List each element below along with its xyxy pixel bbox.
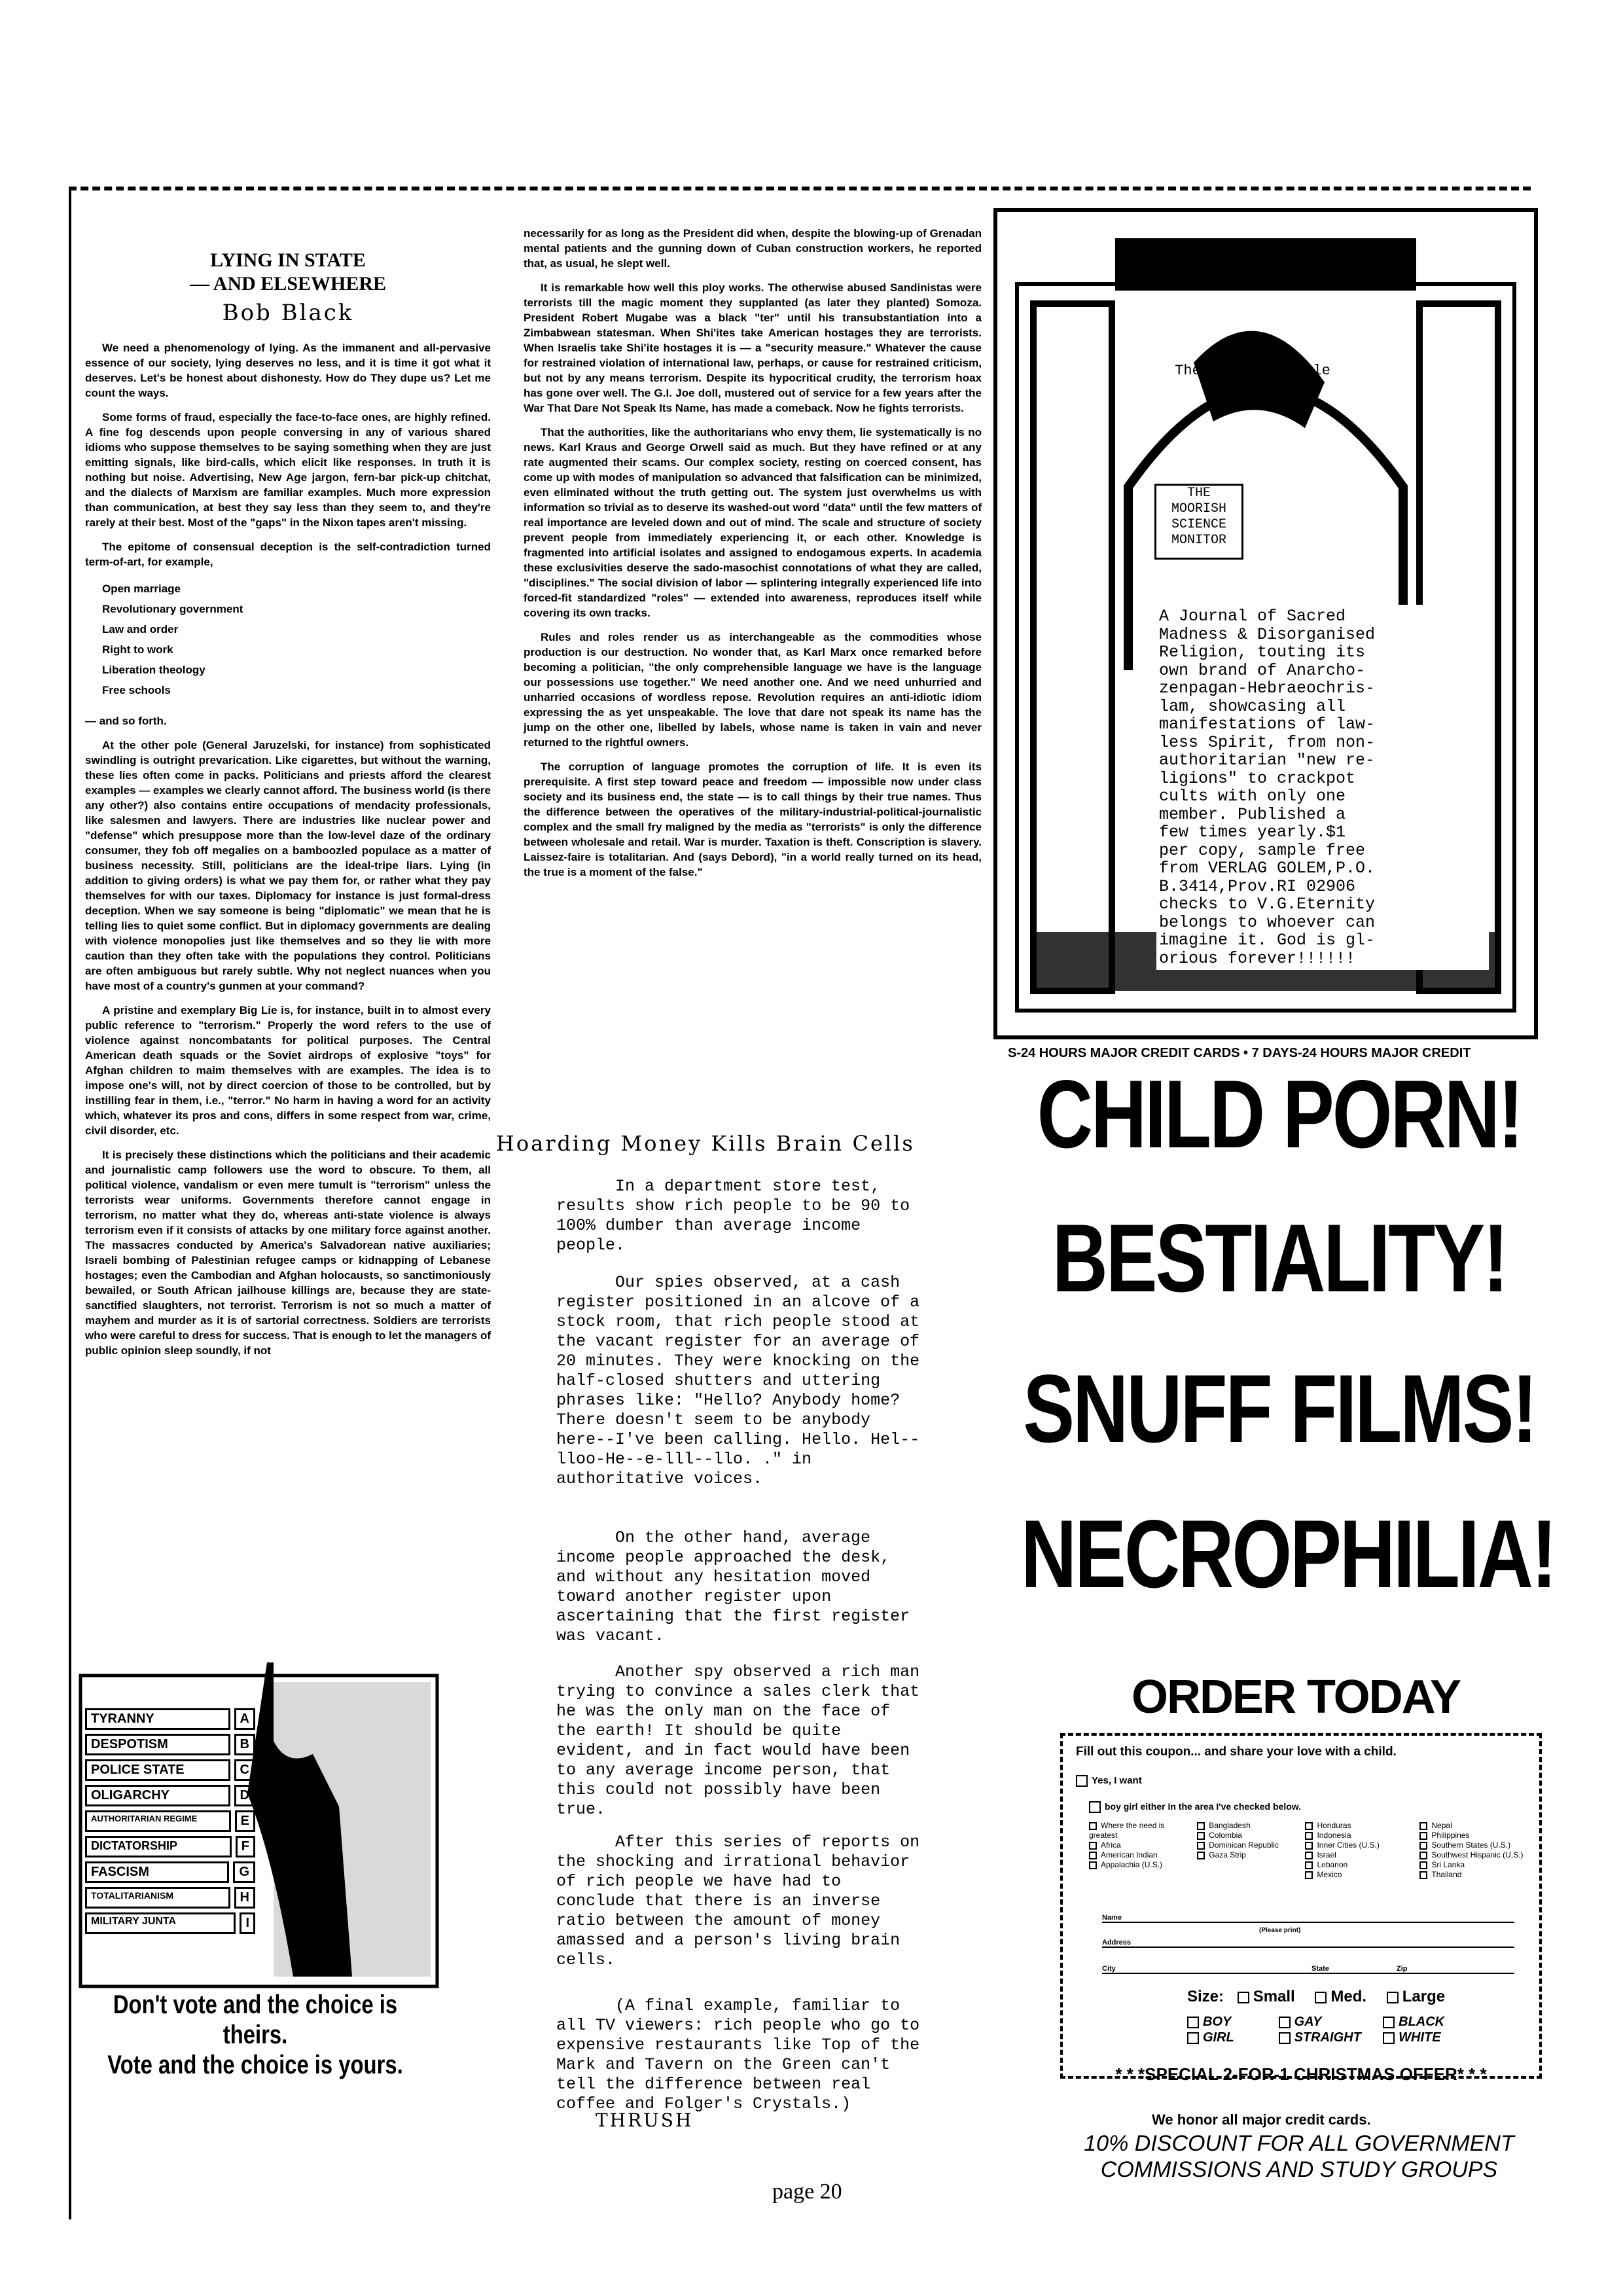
ballot-option[interactable]: [85, 1861, 255, 1883]
orientation-option: BLACK: [1399, 2015, 1445, 2029]
coupon-intro: Fill out this coupon... and share your love with a child.: [1076, 1745, 1397, 1759]
ballot-letter: F: [236, 1836, 255, 1857]
size-option: Large: [1402, 1988, 1446, 2005]
paragraph: The epitome of consensual deception is the self-contradiction turned term-of-art, for example,: [85, 541, 491, 568]
article-title: [85, 249, 491, 296]
name-label: Name: [1102, 1914, 1122, 1922]
region-option[interactable]: Mexico: [1305, 1870, 1406, 1880]
discount-notice: [1047, 2130, 1551, 2183]
ballot-label: POLICE STATE: [85, 1759, 230, 1781]
ad-line: A Journal of Sacred: [1159, 607, 1346, 626]
region-option[interactable]: American Indian: [1089, 1850, 1184, 1860]
order-coupon: [1060, 1733, 1542, 2084]
region-option[interactable]: Colombia: [1197, 1831, 1292, 1840]
region-column: [1419, 1821, 1527, 1880]
city-label: City: [1102, 1965, 1116, 1973]
size-checkbox[interactable]: [1315, 1992, 1327, 2003]
hours-banner: S-24 HOURS MAJOR CREDIT CARDS • 7 DAYS-24 HOURS MAJOR CREDIT: [1008, 1046, 1471, 1060]
ad-line: member. Published a: [1159, 804, 1346, 824]
zip-label: Zip: [1397, 1965, 1408, 1973]
address-label: Address: [1102, 1939, 1132, 1946]
size-row: [1187, 1988, 1445, 2006]
ad-line: lam, showcasing all: [1159, 696, 1346, 716]
region-option[interactable]: Dominican Republic: [1197, 1840, 1292, 1850]
region-option[interactable]: Southern States (U.S.): [1419, 1840, 1527, 1850]
address-field[interactable]: [1102, 1939, 1514, 1948]
size-label: Size:: [1187, 1988, 1224, 2005]
ballot-options: [85, 1708, 255, 1938]
plaque-line: THE: [1186, 486, 1211, 501]
ad-line: authoritarian "new re-: [1159, 751, 1376, 770]
hoarding-para: [556, 1996, 923, 2114]
ad-line: ligions" to crackpot: [1159, 768, 1356, 788]
size-option: Med.: [1330, 1988, 1367, 2005]
ad-line: checks to V.G.Eternity: [1159, 895, 1376, 914]
orientation-option: BOY: [1203, 2015, 1232, 2029]
yes-row: [1076, 1775, 1142, 1787]
paragraph: The corruption of language promotes the corruption of life. It is even its prerequisite. A first step toward peace and freedom — impossible now under class society and its business end, the state — is to call things by their true names. Thus the difference between the operatives of the military-industrial-political-journalistic complex and the small fry maligned by the media as "terrorists" is only the difference between wholesale and retail. War is murder. Taxation is theft. Conscription is slavery. Laissez-faire is totalitarian. And (says Debord), "in a world really turned on its head, the true is a moment of the false.": [524, 761, 982, 878]
paragraph: necessarily for as long as the President did when, despite the blowing-up of Grenadan mental patients and the gunning down of Cuban construction workers, he reported that, as usual, he slept well.: [524, 227, 982, 270]
list-item: Liberation theology: [102, 664, 205, 676]
orientation-checkbox[interactable]: [1279, 2032, 1291, 2044]
ad-line: cults with only one: [1159, 787, 1346, 806]
state-label: State: [1311, 1965, 1329, 1973]
plaque-line: MONITOR: [1171, 533, 1226, 548]
region-option[interactable]: Indonesia: [1305, 1831, 1406, 1840]
region-option[interactable]: Philippines: [1419, 1831, 1527, 1840]
region-option[interactable]: Appalachia (U.S.): [1089, 1860, 1184, 1870]
ballot-option[interactable]: [85, 1887, 255, 1909]
ballot-cartoon: [77, 1662, 444, 1990]
list-item: Revolutionary government: [102, 603, 243, 615]
ballot-label: AUTHORITARIAN REGIME: [85, 1810, 231, 1832]
list-item: Free schools: [102, 684, 171, 696]
paragraph: We need a phenomenology of lying. As the immanent and all-pervasive essence of our society, lying deserves no less, and it is time it got what it deserves. Let's be honest about dishonesty. How do They dupe us? Let me count the ways.: [85, 342, 491, 399]
orientation-grid: [1187, 2014, 1444, 2045]
region-option[interactable]: Honduras: [1305, 1821, 1406, 1831]
gender-label: boy girl either In the area I've checked below.: [1105, 1801, 1302, 1812]
orientation-checkbox[interactable]: [1383, 2017, 1395, 2028]
ballot-letter: B: [234, 1734, 255, 1755]
city-field[interactable]: [1102, 1965, 1514, 1974]
paragraph: It is precisely these distinctions which the politicians and their academic and journalistic camp followers use the word to obscure. To them, all political violence, vandalism or even mere tumult is "terrorism" unless the terrorists wear uniforms. Governments therefore cannot engage in terrorism, no matter what they do, whereas anti-state violence is always terrorism even if it consists of attacks by one military force against another. The massacres conducted by America's Salvadorean native auxiliaries; Israeli bombing of Palestinian refugee camps or kidnapping of Lebanese hostages; even the Cambodian and Afghan holocausts, so sanctimoniously bewailed, or South African jailhouse killings are, because they are state-sanctified slaughters, not terrorist. Terrorism is not so much a matter of mayhem and murder as it is of sartorial correctness. Soldiers are terrorists who were careful to dress for success. That is enough to let the managers of public opinion sleep soundly, if not: [85, 1149, 491, 1357]
article-author: Bob Black: [222, 300, 354, 326]
region-option[interactable]: Southwest Hispanic (U.S.): [1419, 1850, 1527, 1860]
yes-checkbox[interactable]: [1076, 1775, 1088, 1787]
yes-label: Yes, I want: [1092, 1775, 1142, 1786]
ballot-option[interactable]: [85, 1759, 255, 1781]
ballot-option[interactable]: [85, 1836, 255, 1857]
orientation-option: WHITE: [1399, 2030, 1441, 2045]
ballot-label: TYRANNY: [85, 1708, 230, 1730]
temple-sign: The Moorish Temple: [1175, 363, 1330, 379]
ad-line: Madness & Disorganised: [1159, 624, 1376, 644]
title-line-1: LYING IN STATE: [210, 249, 366, 271]
orientation-checkbox[interactable]: [1187, 2017, 1199, 2028]
signature: THRUSH: [596, 2109, 694, 2131]
order-today: ORDER TODAY: [1131, 1671, 1461, 1723]
hoarding-para: [556, 1528, 923, 1646]
gender-row: [1089, 1801, 1301, 1813]
credit-card-notice: We honor all major credit cards.: [1152, 2111, 1371, 2128]
paragraph: After this series of reports on the shocking and irrational behavior of rich people we have had to conclude that there is an inverse ratio between the amount of money amassed and a person's living brain cells.: [556, 1833, 920, 1969]
list-item: Open marriage: [102, 583, 181, 595]
paragraph: On the other hand, average income people approached the desk, and without any hesitation moved toward another register upon ascertaining that the first register was vacant.: [556, 1528, 910, 1645]
paragraph: (A final example, familiar to all TV viewers: rich people who go to expensive restaurants like Top of the Mark and Tavern on the Green can't tell the difference between real coffee and Folger's Crystals.): [556, 1996, 920, 2113]
plaque-line: SCIENCE: [1171, 517, 1226, 532]
region-column: [1089, 1821, 1184, 1880]
ballot-label: TOTALITARIANISM: [85, 1887, 230, 1909]
ballot-label: DESPOTISM: [85, 1734, 230, 1755]
ad-line: own brand of Anarcho-: [1159, 660, 1366, 680]
region-option[interactable]: Sri Lanka: [1419, 1860, 1527, 1870]
ad-line: belongs to whoever can: [1159, 912, 1376, 932]
ballot-label: MILITARY JUNTA: [85, 1912, 236, 1934]
ballot-slogan: [89, 1990, 421, 2080]
size-checkbox[interactable]: [1387, 1992, 1399, 2003]
hoarding-title: Hoarding Money Kills Brain Cells: [496, 1131, 915, 1156]
orientation-option: GIRL: [1203, 2030, 1234, 2045]
ad-line: from VERLAG GOLEM,P.O.: [1159, 859, 1376, 878]
paragraph: That the authorities, like the authoritarians who envy them, lie systematically is no news. Karl Kraus and George Orwell said as much. But they have refined or at any rate augmented their scams. Our complex society, resting on coerced consent, has come up with modes of manipulation so advanced that falsification can be minimized, even eliminated without the truth getting out. The system just overwhelms us with information so trivial as to deserve its washed-out word "data" until the few matters of real importance are leveled down and out of mind. The scale and structure of society prevent people from immediately experiencing it, or each other. Knowledge is fragmented into artificial isolates and assigned to endogamous experts. In academia these exclusivities deserve the sado-masochist connotations of what they are called, "disciplines." The social division of labor — splintering integrally experienced life into forced-fit standardized "roles" — extended into awareness, reproduces itself while covering its own tracks.: [524, 426, 982, 619]
region-option[interactable]: Thailand: [1419, 1870, 1527, 1880]
paragraph: Some forms of fraud, especially the face-to-face ones, are highly refined. A fine fog descends upon people conversing in any of various shared idioms who suppose themselves to be saying something when they are just emitting signals, like bird-calls, which elicit like responses. In truth it is nothing but noise. Advertising, New Age jargon, fern-bar pick-up chitchat, and the dialects of Marxism are familiar examples. Much more expression than communication, at best they say less than they seem to, and they're rarely at their best. Most of the "gaps" in the Nixon tapes aren't missing.: [85, 411, 491, 529]
region-grid: [1089, 1821, 1527, 1880]
ballot-option[interactable]: [85, 1810, 255, 1832]
ballot-label: FASCISM: [85, 1861, 229, 1883]
ballot-option[interactable]: [85, 1912, 255, 1934]
orientation-checkbox[interactable]: [1383, 2032, 1395, 2044]
ballot-label: OLIGARCHY: [85, 1785, 230, 1806]
region-option[interactable]: Israel: [1305, 1850, 1406, 1860]
orientation-option: GAY: [1294, 2015, 1322, 2029]
size-checkbox[interactable]: [1238, 1992, 1249, 2003]
ad-line: imagine it. God is gl-: [1159, 931, 1376, 950]
headline: NECROPHILIA!: [1021, 1500, 1556, 1609]
paragraph: It is remarkable how well this ploy works. The otherwise abused Sandinistas were terrorists till the magic moment they supplanted (as later they planted) Somoza. President Robert Mugabe was a black "ter" until his transubstantiation into a Zimbabwean statesman. When Shi'ites take American hostages they are terrorists. When Israelis take Shi'ite hostages it is — a "security measure." Whatever the cause for restrained violation of international law, perhaps, or cause for restrained criticism, but not by any means terrorism. Despite its hypocritical crudity, the terrorism hoax has gone over well. The G.I. Joe doll, mustered out of service for a few years after the War That Dare Not Speak Its Name, has made a comeback. Now he fights terrorists.: [524, 281, 982, 414]
paragraph: Rules and roles render us as interchangeable as the commodities whose production is our destruction. No wonder that, as Karl Marx once remarked before becoming a politician, "the only comprehensible language we have is the language our possessions use together." We need another one. And we need unhurried and unharried occasions of wordless repose. Revolution requires an anti-idiotic idiom expressing the as yet unspeakable. The love that dare not speak its name has the jump on the other one, libelled by labels, whose name is taken in vain and never returned to the rightful owners.: [524, 631, 982, 749]
region-option[interactable]: Lebanon: [1305, 1860, 1406, 1870]
size-option: Small: [1253, 1988, 1295, 2005]
region-option[interactable]: Nepal: [1419, 1821, 1527, 1831]
paragraph: At the other pole (General Jaruzelski, for instance) from sophisticated swindling is outright prevarication. Like cigarettes, but without the warning, these lies often come in packs. Politicians and priests afford the clearest examples — examples we clearly cannot afford. The business world (is there any other?) also contains entire occupations of mendacity professionals, like salesmen and lawyers. There are industries like nuclear power and "defense" which presuppose more than the low-level daze of the ordinary consumer, they fob off megalies on a bamboozled populace as a matter of business necessity. Still, politicians are the ideal-tripe liars. Lying (in addition to giving orders) is what we pay them for, or rather what they pay themselves for with our taxes. Diplomacy for instance is just formal-dress deception. When we say someone is being "diplomatic" we mean that he is telling lies to quiet some conflict. But in diplomacy governments are dealing with violence monopolies just like themselves and so they lie with more caution than they often take with the populations they control. Politicians are often ambiguous but rarely subtle. Why not neglect nuances when you have most of a country's gunmen at your command?: [85, 739, 491, 992]
special-offer: * * *SPECIAL 2-FOR-1 CHRISTMAS OFFER* * *: [1115, 2064, 1487, 2084]
ad-line: Religion, touting its: [1159, 643, 1366, 662]
headline: CHILD PORN!: [1037, 1060, 1522, 1169]
oxymoron-list: [102, 579, 491, 700]
orientation-checkbox[interactable]: [1279, 2017, 1291, 2028]
monitor-plaque: [1154, 484, 1243, 560]
ballot-option[interactable]: [85, 1785, 255, 1806]
hoarding-para: [556, 1177, 923, 1255]
ad-line: few times yearly.$1: [1159, 823, 1346, 842]
region-column: [1305, 1821, 1406, 1880]
hoarding-para: [556, 1662, 923, 1820]
hoarding-para: [556, 1273, 923, 1489]
article-column-2: [524, 226, 982, 889]
ballot-option[interactable]: [85, 1708, 255, 1730]
discount-line: 10% DISCOUNT FOR ALL GOVERNMENT: [1084, 2131, 1514, 2156]
ballot-letter: G: [233, 1861, 255, 1883]
page-number: page 20: [772, 2179, 842, 2204]
ballot-letter: H: [234, 1887, 255, 1909]
region-option[interactable]: Gaza Strip: [1197, 1850, 1292, 1860]
orientation-option: STRAIGHT: [1294, 2030, 1361, 2045]
slogan-line: Don't vote and the choice is theirs.: [113, 1990, 398, 2049]
article-column-1: [85, 249, 491, 1367]
ballot-option[interactable]: [85, 1734, 255, 1755]
list-item: Right to work: [102, 643, 173, 656]
paragraph: Our spies observed, at a cash register positioned in an alcove of a stock room, that rich people stood at the vacant register for an average of 20 minutes. They were knocking on the half-closed shutters and uttering phrases like: "Hello? Anybody home? There doesn't seem to be anybody here--I've been calling. Hello. Hel--lloo-He--e-lll--llo. ." in authoritative voices.: [556, 1273, 920, 1488]
region-option[interactable]: Africa: [1089, 1840, 1184, 1850]
ad-line: B.3414,Prov.RI 02906: [1159, 876, 1356, 896]
region-column: [1197, 1821, 1292, 1880]
title-line-2: — AND ELSEWHERE: [189, 273, 387, 295]
discount-line: COMMISSIONS AND STUDY GROUPS: [1100, 2157, 1498, 2182]
ad-description: [1156, 605, 1489, 970]
headline: BESTIALITY!: [1052, 1204, 1507, 1313]
ad-line: manifestations of law-: [1159, 715, 1376, 734]
ad-line: less Spirit, from non-: [1159, 732, 1376, 752]
ballot-letter: E: [235, 1810, 255, 1832]
moorish-science-ad: [993, 208, 1538, 1039]
name-field[interactable]: [1102, 1914, 1514, 1923]
ballot-letter: C: [234, 1759, 255, 1781]
ballot-label: DICTATORSHIP: [85, 1836, 232, 1857]
plaque-line: MOORISH: [1171, 501, 1226, 516]
ad-line: orious forever!!!!!!: [1159, 948, 1356, 968]
ad-line: zenpagan-Hebraeochris-: [1159, 679, 1376, 698]
region-option[interactable]: Inner Cities (U.S.): [1305, 1840, 1406, 1850]
slogan-line: Vote and the choice is yours.: [107, 2051, 403, 2079]
ballot-letter: A: [234, 1708, 255, 1730]
region-option[interactable]: Bangladesh: [1197, 1821, 1292, 1831]
paragraph: A pristine and exemplary Big Lie is, for instance, built in to almost every public reference to "terrorism." Properly the word refers to the use of violence against noncombatants for political purposes. The Central American death squads or the Soviet airdrops of explosive "toys" for Afghan children to maim themselves with are examples. The idea is to impose one's will, not by direct coercion of those to be controlled, but by instilling fear in them, i.e., "terror." No harm in having a word for an activity which, whatever its pros and cons, differs in some respect from war, crime, civil disorder, etc.: [85, 1004, 491, 1137]
paragraph: In a department store test, results show rich people to be 90 to 100% dumber than average income people.: [556, 1177, 910, 1255]
headline: SNUFF FILMS!: [1023, 1355, 1536, 1463]
ballot-letter: D: [234, 1785, 255, 1806]
gender-checkbox[interactable]: [1089, 1801, 1101, 1813]
paragraph: Another spy observed a rich man trying to convince a sales clerk that he was the only man on the face of the earth! It should be quite evident, and in fact would have been to any average income person, that this could not possibly have been true.: [556, 1662, 920, 1819]
ad-line: per copy, sample free: [1159, 840, 1366, 860]
list-item: Law and order: [102, 623, 179, 636]
region-option[interactable]: Where the need is greatest: [1089, 1821, 1165, 1840]
ballot-letter: I: [240, 1912, 255, 1934]
so-forth: — and so forth.: [85, 715, 167, 727]
orientation-checkbox[interactable]: [1187, 2032, 1199, 2044]
please-print: (Please print): [1259, 1927, 1301, 1934]
hoarding-para: [556, 1833, 923, 1970]
